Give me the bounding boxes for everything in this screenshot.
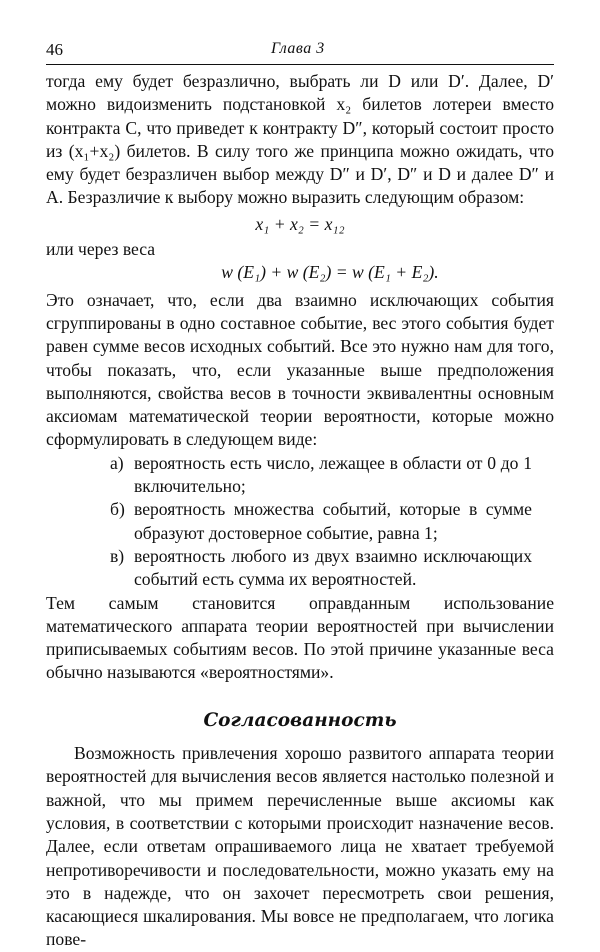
page-number: 46	[46, 40, 63, 59]
formula-sum: x₁ + x₂ = x₁₂	[255, 213, 345, 234]
formula-weights: w (E₁) + w (E₂) = w (E₁ + E₂).	[221, 262, 439, 283]
paragraph-4: Тем самым становится оправданным использование математического аппарата теории вероятностей при вычислении приписываемых событиям весов. По этой причине указанные веса обычно называются «вероятностями».	[46, 592, 554, 683]
list-item	[110, 498, 554, 545]
list-item-text: вероятность любого из двух взаимно исключающих событий есть сумма их вероятностей.	[134, 545, 532, 590]
list-marker: а)	[110, 452, 124, 473]
paragraph-3: Это означает, что, если два взаимно исключающих события сгруппированы в одно составное событие, вес этого события будет равен сумме весов исходных событий. Все это нужно нам для того, чтобы показать, что, если указанные выше предположения выполняются, свойства весов в точности эквивалентны основным аксиомам математической теории вероятности, которые можно сформулировать в следующем виде:	[46, 289, 554, 450]
section-heading: Согласованность	[203, 709, 397, 731]
list-item	[110, 545, 554, 592]
list-item-text: вероятность множества событий, которые в сумме образуют достоверное событие, равна 1;	[134, 499, 532, 543]
paragraph-2: или через веса	[46, 239, 156, 260]
chapter-title: Глава 3	[271, 40, 325, 57]
list-marker: в)	[110, 545, 125, 566]
paragraph-5: Возможность привлечения хорошо развитого аппарата теории вероятностей для вычисления весов является настолько полезной и важной, что мы примем перечисленные выше аксиомы как условия, в соответствии с которыми происходит назначение весов. Далее, если ответам опрашиваемого лица не хватает требуемой непротиворечивости и последовательности, можно указать ему на это в надежде, что он захочет пересмотреть свои решения, касающиеся шкалирования. Мы вовсе не предполагаем, что логика пове-	[46, 743, 554, 950]
paragraph-1: тогда ему будет безразлично, выбрать ли D или D′. Далее, D′ можно видоизменить подстановкой x₂ билетов лотереи вместо контракта C, что приведет к контракту D″, который состоит просто из (x₁+x₂) билетов. В силу того же принципа можно ожидать, что ему будет безразличен выбор между D″ и D′, D″ и D и далее D″ и A. Безразличие к выбору можно выразить следующим образом:	[46, 71, 554, 208]
list-item-text: вероятность есть число, лежащее в области от 0 до 1 включительно;	[134, 452, 532, 497]
page-content	[46, 70, 554, 952]
page-header	[46, 40, 554, 65]
list-marker: б)	[110, 499, 125, 520]
list-item	[110, 452, 554, 499]
axiom-list	[46, 452, 554, 592]
